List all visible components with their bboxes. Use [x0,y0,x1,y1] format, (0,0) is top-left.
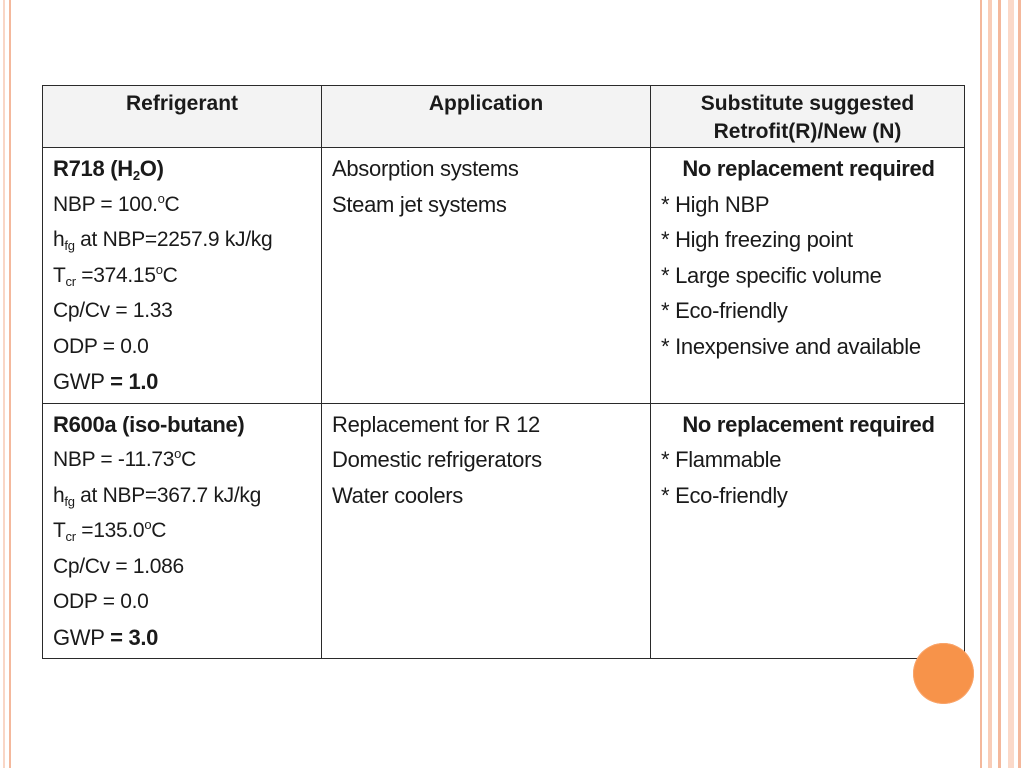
substitute-note: * Eco-friendly [661,298,788,323]
nbp-value: NBP = 100.$^o$C [53,190,180,216]
refrigerant-name: R718 $(H_2O)$ [53,156,164,183]
substitute-title: No replacement required [682,156,935,181]
tcr-value: $T_{cr} =374.15^oC$ [53,261,178,289]
slide-frame-right [978,0,1024,768]
tcr-value: $T_{cr} =135.0^oC$ [53,517,167,544]
application-cell [322,403,651,659]
substitute-cell [651,148,965,404]
refrigerant-name: R600a (iso-butane) [53,411,245,437]
hfg-value: $h_{fg}$ at NBP=367.7 kJ/kg [53,483,261,509]
decorative-orange-circle [913,643,974,704]
header-refrigerant: Refrigerant [43,86,322,148]
substitute-note: * High freezing point [661,227,853,252]
nbp-value: NBP = $-11.73^oC$ [53,446,196,471]
table-row [43,148,965,404]
cpcv-value: Cp/Cv = 1.086 [53,554,184,578]
substitute-note: * High NBP [661,191,770,217]
refrigerant-table [42,85,965,659]
application-item: Replacement for R 12 [332,411,540,437]
substitute-cell [651,403,965,659]
gwp-value: GWP = 3.0 [53,624,159,650]
application-item: Absorption systems [332,156,519,181]
header-application: Application [322,86,651,148]
application-item: Domestic refrigerators [332,447,542,472]
table-row [43,403,965,659]
application-item: Steam jet systems [332,191,507,217]
substitute-note: * Flammable [661,447,782,472]
odp-value: ODP = 0.0 [53,334,149,358]
hfg-value: $h_{fg}$ at NBP=2257.9 kJ/kg [53,228,273,253]
slide-frame-left [0,0,11,768]
application-item: Water coolers [332,482,463,508]
refrigerant-cell [43,403,322,659]
substitute-note: * Inexpensive and available [661,333,921,359]
cpcv-value: Cp/Cv = 1.33 [53,299,173,322]
header-substitute [651,86,965,148]
application-cell [322,148,651,404]
refrigerant-cell [43,148,322,404]
table-header-row [43,86,965,148]
substitute-title: No replacement required [682,411,935,437]
header-substitute-line1: Substitute suggested [700,92,915,115]
substitute-note: * Large specific volume [661,262,882,288]
odp-value: ODP = 0.0 [53,590,149,613]
header-substitute-line2: Retrofit(R)/New (N) [713,120,902,143]
gwp-value: GWP = 1.0 [53,369,159,394]
substitute-note: * Eco-friendly [661,482,788,508]
